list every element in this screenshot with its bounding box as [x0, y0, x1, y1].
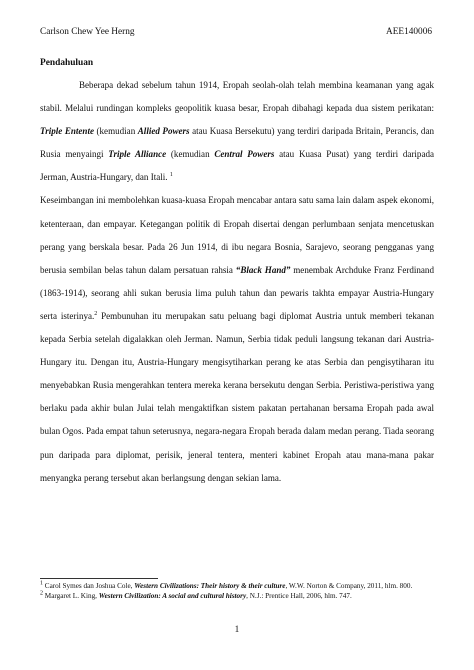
- paragraph-1-text-1: Beberapa dekad sebelum tahun 1914, Eropah seolah-olah telah membina keamanan yang agak stabil. Melalui rundingan kompleks geopolitik kuasa besar, Eropah dibahagi kepada dua sistem perikatan:: [40, 80, 434, 114]
- footnote-1-title: Western Civilizations: Their history & their culture: [134, 582, 286, 590]
- term-central-powers: Central Powers: [214, 149, 275, 160]
- footnote-1-text-2: , W.W. Norton & Company, 2011, hlm. 800.: [285, 582, 413, 590]
- term-triple-alliance: Triple Alliance: [108, 149, 167, 160]
- header-author: Carlson Chew Yee Herng: [40, 27, 135, 37]
- footnote-2: [40, 592, 434, 602]
- term-allied-powers: Allied Powers: [137, 126, 190, 137]
- footnote-ref-1[interactable]: 1: [169, 172, 173, 179]
- paragraph-1-text-3: atau Kuasa Bersekutu) yang terdiri daripada Britain, Perancis, dan Rusia menyaingi: [40, 126, 434, 160]
- footnote-2-text-1: Margaret L. King,: [43, 591, 99, 600]
- footnote-1: [40, 582, 434, 592]
- footnote-2-text-2: , N.J.: Prentice Hall, 2006, hlm. 747.: [246, 591, 352, 600]
- paragraph-1-text-4: (kemudian: [166, 149, 215, 160]
- term-black-hand: “Black Hand”: [235, 264, 291, 275]
- footnote-divider: [40, 578, 158, 579]
- paragraph-2-text-2: menembak Archduke Franz Ferdinand (1863-1914), seorang ahli sukan berusia lima puluh tahun dan pewaris takhta empayar Austria-Hungary serta isterinya.: [40, 264, 434, 321]
- footnote-mark-2: 2: [40, 590, 43, 597]
- paragraph-2: [40, 189, 434, 489]
- body-text: [40, 74, 434, 490]
- term-triple-entente: Triple Entente: [40, 126, 94, 137]
- footnote-1-text-1: Carol Symes dan Joshua Cole,: [43, 582, 135, 590]
- footnotes: [40, 582, 434, 601]
- paragraph-2-text-1: Keseimbangan ini membolehkan kuasa-kuasa Eropah mencabar antara satu sama lain dalam aspek ekonomi, ketenteraan, dan empayar. Ketegangan politik di Eropah disertai dengan perlumbaan senjata mencetuskan perang yang berskala besar. Pada 26 Jun 1914, di ibu negara Bosnia, Sarajevo, seorang pengganas yang berusia sembilan belas tahun dalam persatuan rahsia: [40, 195, 434, 275]
- page-number: 1: [234, 625, 240, 635]
- section-heading: Pendahuluan: [40, 58, 94, 68]
- paragraph-2-text-3: Pembunuhan itu merupakan satu peluang bagi diplomat Austria untuk memberi tekanan kepada Serbia setelah digalakkan oleh Jerman. Namun, Serbia tidak peduli langsung tekanan dari Austria-Hungary itu. Dengan itu, Austria-Hungary mengisytiharkan perang ke atas Serbia dan pengisytiharan itu menyebabkan Rusia mengerahkan tentera mereka kerana bersekutu dengan Serbia. Peristiwa-peristiwa yang berlaku pada akhir bulan Julai telah mengaktifkan sistem pakatan pertahanan bersama Eropah pada awal bulan Ogos. Pada empat tahun seterusnya, negara-negara Eropah berada dalam medan perang. Tiada seorang pun daripada para diplomat, perisik, jeneral tentera, menteri kabinet Eropah atau mana-mana pakar menyangka perang tersebut akan berlangsung dengan sekian lama.: [40, 310, 434, 483]
- paragraph-1-text-2: (kemudian: [93, 126, 138, 137]
- footnote-2-title: Western Civilization: A social and cultural history: [98, 591, 247, 600]
- footnote-mark-1: 1: [40, 580, 43, 587]
- footnote-ref-2[interactable]: 2: [94, 310, 98, 317]
- header-code: AEE140006: [386, 27, 432, 37]
- paragraph-1-text-5: atau Kuasa Pusat) yang terdiri daripada Jerman, Austria-Hungary, dan Itali.: [40, 149, 434, 183]
- paragraph-1: [40, 74, 434, 189]
